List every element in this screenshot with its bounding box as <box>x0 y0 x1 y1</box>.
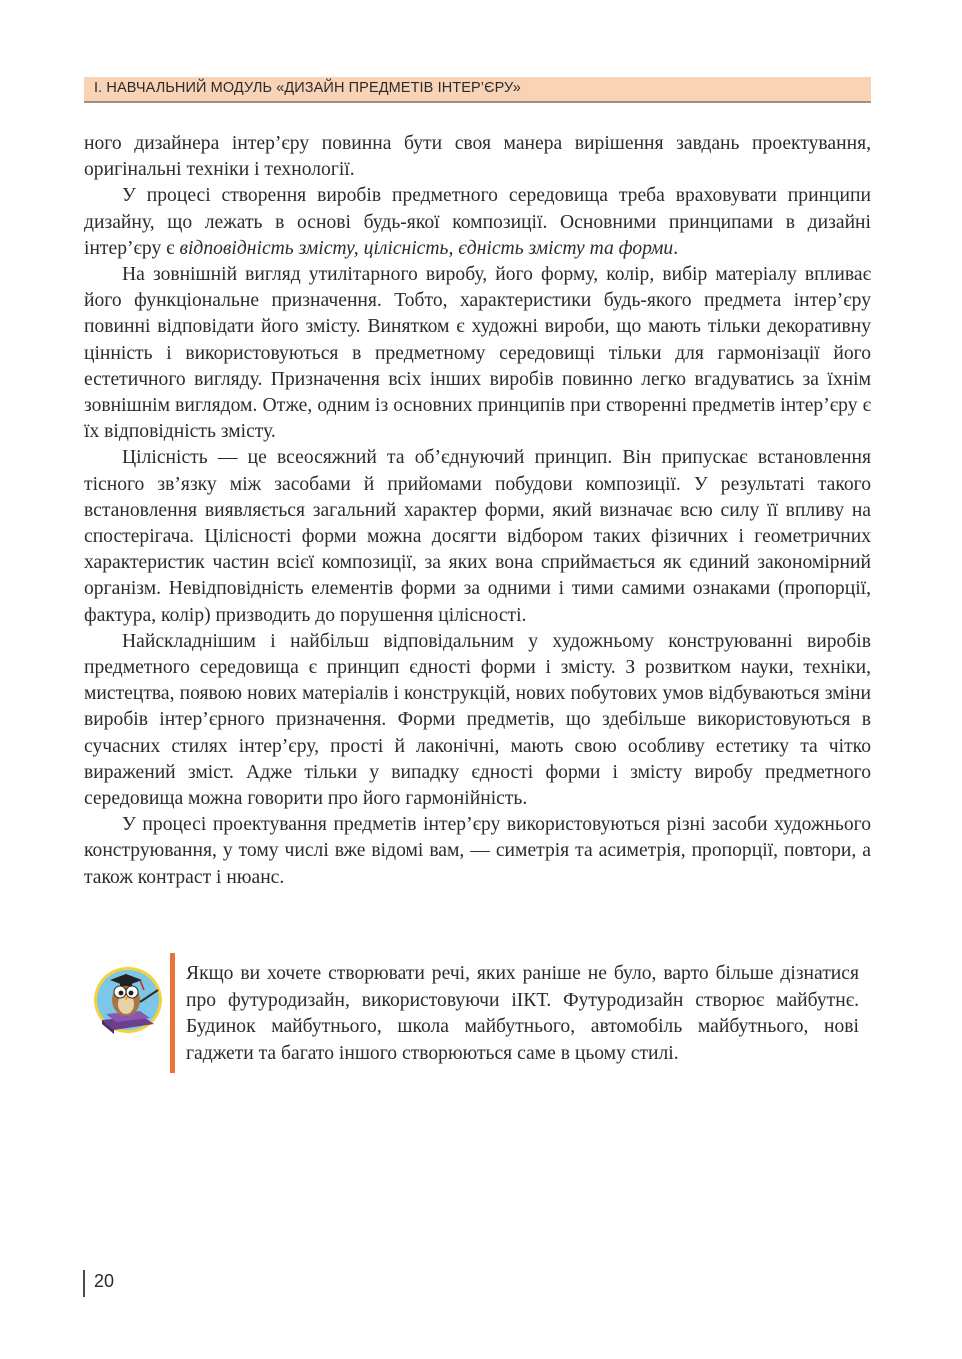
paragraph-unity: Найскладнішим і найбільш відповідальним у художньому конструюванні виробів предметного середовища є принцип єдності форми і змісту. З розвитком науки, техніки, мистецтва, появою нових матеріалів і конструкцій, нових побутових умов відбуваються зміни виробів інтер’єрного призначення. Форми предметів, що здебільше використовуються в сучасних стилях інтер’єру, прості й лаконічні, мають свою особливу естетику та чітко виражений зміст. Адже тільки у випадку єдності форми і змісту виробу предметного середовища можна говорити про його гармонійність. <box>84 630 871 810</box>
paragraph-principles-end: . <box>673 237 679 259</box>
note-accent-rule <box>170 953 175 1073</box>
paragraph-integrity: Цілісність — це всеосяжний та об’єднуючий принцип. Він припускає встановлення тісного зв’язку між засобами й прийомами побудови композиції. У результаті такого встановлення виявляється загальний характер форми, який визначає всю силу її впливу на спостерігача. Цілісності форми можна досягти відбором таких фізичних і геометричних характеристик частин всієї композиції, за яких вона сприймається як єдиний закономірний організм. Невідповідність елементів форми за одними і тими самими ознаками (пропорції, фактура, колір) призводить до порушення цілісності. <box>84 447 871 626</box>
paragraph-principles <box>84 183 871 262</box>
page-number-rule <box>83 1270 85 1297</box>
paragraph-continuation: ного дизайнера інтер’єру повинна бути своя манера вирішення завдань проектування, оригінальні техніки і технології. <box>84 133 871 181</box>
note-box <box>170 953 876 1073</box>
owl-scholar-icon <box>92 962 164 1036</box>
paragraph-principles-text: У процесі створення виробів предметного середовища треба враховувати принципи дизайну, що лежать в основі будь-якої композиції. Основними принципами в дизайні інтер’єру є <box>84 185 871 259</box>
note-text: Якщо ви хочете створювати речі, яких раніше не було, варто більше дізнатися про футуродизайн, використовуючи іІКТ. Футуродизайн створює майбутнє. Будинок майбутнього, школа майбутнього, автомобіль майбутнього, нові гаджети та багато іншого створюються саме в цьому стилі. <box>186 963 859 1064</box>
main-text <box>84 131 871 891</box>
paragraph-function: На зовнішній вигляд утилітарного виробу, його форму, колір, вибір матеріалу впливає його функціональне призначення. Тобто, характеристики будь-якого предмета інтер’єру повинні відповідати його змісту. Винятком є художні вироби, що мають тільки декоративну цінність і використовуються в предметному середовищі тільки для гармонізації його естетичного вигляду. Призначення всіх інших виробів повинно легко вгадуватись за їхнім зовнішнім виглядом. Отже, одним із основних принципів при створенні предметів інтер’єру є їх відповідність змісту. <box>84 264 871 443</box>
principles-italic: відповідність змісту, цілісність, єдність змісту та форми <box>179 237 674 259</box>
page-number: 20 <box>94 1271 115 1291</box>
module-title: І. НАВЧАЛЬНИЙ МОДУЛЬ «ДИЗАЙН ПРЕДМЕТІВ ІНТЕР’ЄРУ» <box>94 80 521 96</box>
paragraph-means: У процесі проектування предметів інтер’єру використовуються різні засоби художнього конструювання, у тому числі вже відомі вам, — симетрія та асиметрія, пропорції, повтори, а також контраст і нюанс. <box>84 814 871 888</box>
module-header <box>84 77 871 103</box>
